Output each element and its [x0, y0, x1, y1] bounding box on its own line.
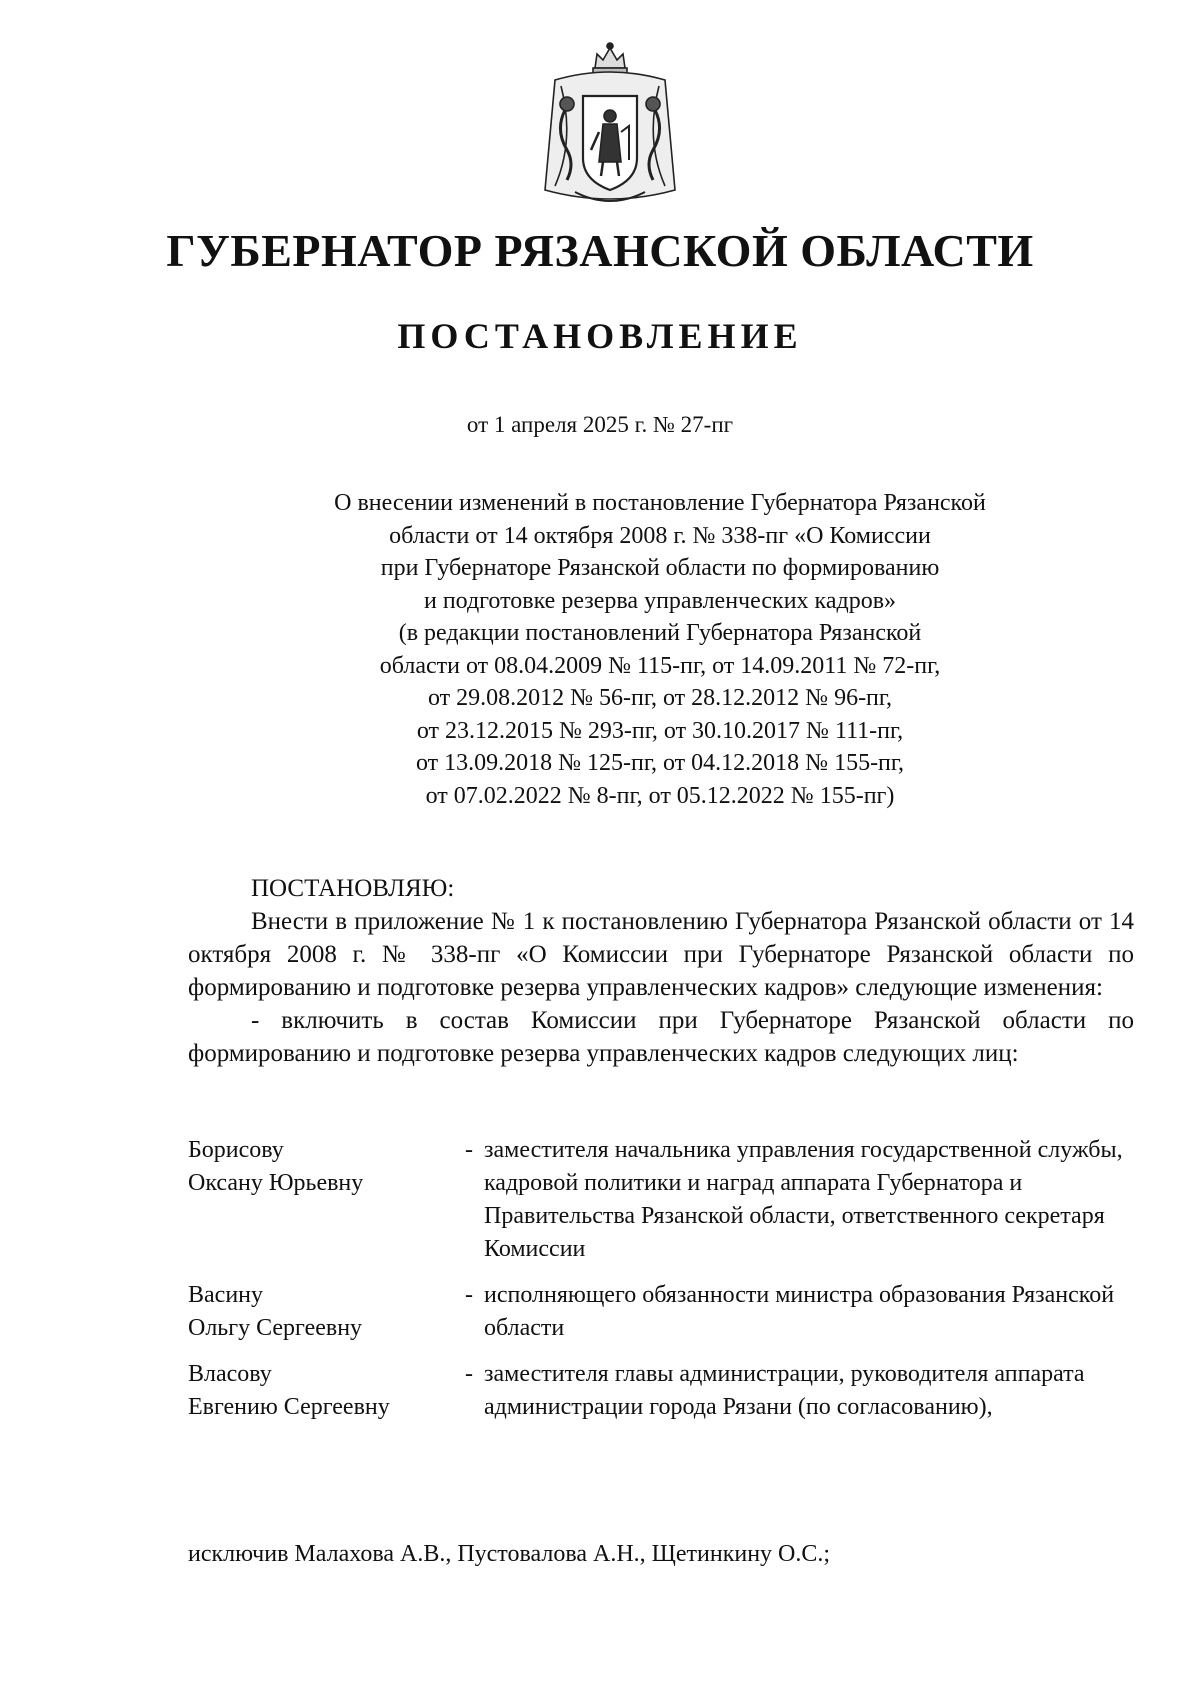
- subject-line: при Губернаторе Рязанской области по формированию: [380, 555, 940, 581]
- member-surname: Васину: [188, 1282, 263, 1308]
- subject-line: (в редакции постановлений Губернатора Рязанской: [398, 620, 922, 646]
- subject-line: от 23.12.2015 № 293-пг, от 30.10.2017 № 111-пг,: [416, 717, 904, 744]
- subject-line: О внесении изменений в постановление Губернатора Рязанской: [334, 490, 986, 516]
- member-given-names: Ольгу Сергеевну: [188, 1315, 363, 1341]
- paragraph-amendment: Внести в приложение № 1 к постановлению Губернатора Рязанской области от 14 октября 2008 г. № 338-пг «О Комиссии при Губернаторе Рязанской области по формированию и подготовке резерва управленческих кадров» следующие изменения:: [188, 908, 1134, 1001]
- subject-line: области от 08.04.2009 № 115-пг, от 14.09.2011 № 72-пг,: [379, 652, 941, 679]
- member-name: [188, 1358, 454, 1424]
- subject-line: от 29.08.2012 № 56-пг, от 28.12.2012 № 96-пг,: [427, 685, 893, 711]
- member-name: [188, 1134, 454, 1266]
- member-surname: Власову: [188, 1361, 272, 1387]
- subject-line: от 13.09.2018 № 125-пг, от 04.12.2018 № 155-пг,: [415, 750, 905, 776]
- member-position: заместителя главы администрации, руководителя аппарата администрации города Рязани (по согласованию),: [484, 1361, 1085, 1420]
- subject-line: от 07.02.2022 № 8-пг, от 05.12.2022 № 155-пг): [425, 782, 895, 809]
- member-dash: -: [465, 1361, 473, 1387]
- member-name: [188, 1279, 454, 1345]
- member-given-names: Оксану Юрьевну: [188, 1170, 364, 1196]
- subject-line: области от 14 октября 2008 г. № 338-пг «О Комиссии: [389, 522, 931, 549]
- document-subject: [260, 487, 1060, 812]
- subject-line: и подготовке резерва управленческих кадров»: [423, 587, 897, 614]
- coat-of-arms-emblem: [525, 40, 695, 210]
- exclusion-line: исключив Малахова А.В., Пустовалова А.Н., Щетинкину О.С.;: [188, 1541, 831, 1567]
- document-type: ПОСТАНОВЛЕНИЕ: [397, 316, 803, 356]
- member-position: исполняющего обязанности министра образования Рязанской области: [484, 1282, 1115, 1341]
- document-date-number: от 1 апреля 2025 г. № 27-пг: [466, 412, 734, 437]
- member-position: заместителя начальника управления государственной службы, кадровой политики и наград аппарата Губернатора и Правительства Рязанской области, ответственного секретаря Комиссии: [484, 1137, 1123, 1262]
- member-surname: Борисову: [188, 1137, 284, 1163]
- document-body: [188, 872, 1134, 1070]
- member-dash: -: [465, 1282, 473, 1308]
- paragraph-include: - включить в состав Комиссии при Губернаторе Рязанской области по формированию и подготовке резерва управленческих кадров следующих лиц:: [188, 1007, 1134, 1067]
- list-item: [188, 1358, 1138, 1424]
- decree-word: ПОСТАНОВЛЯЮ:: [251, 875, 455, 902]
- member-dash: -: [465, 1137, 473, 1163]
- list-item: [188, 1279, 1138, 1345]
- list-item: [188, 1134, 1138, 1266]
- member-given-names: Евгению Сергеевну: [188, 1394, 390, 1420]
- issuer-title: ГУБЕРНАТОР РЯЗАНСКОЙ ОБЛАСТИ: [166, 225, 1034, 276]
- members-list: [188, 1134, 1138, 1437]
